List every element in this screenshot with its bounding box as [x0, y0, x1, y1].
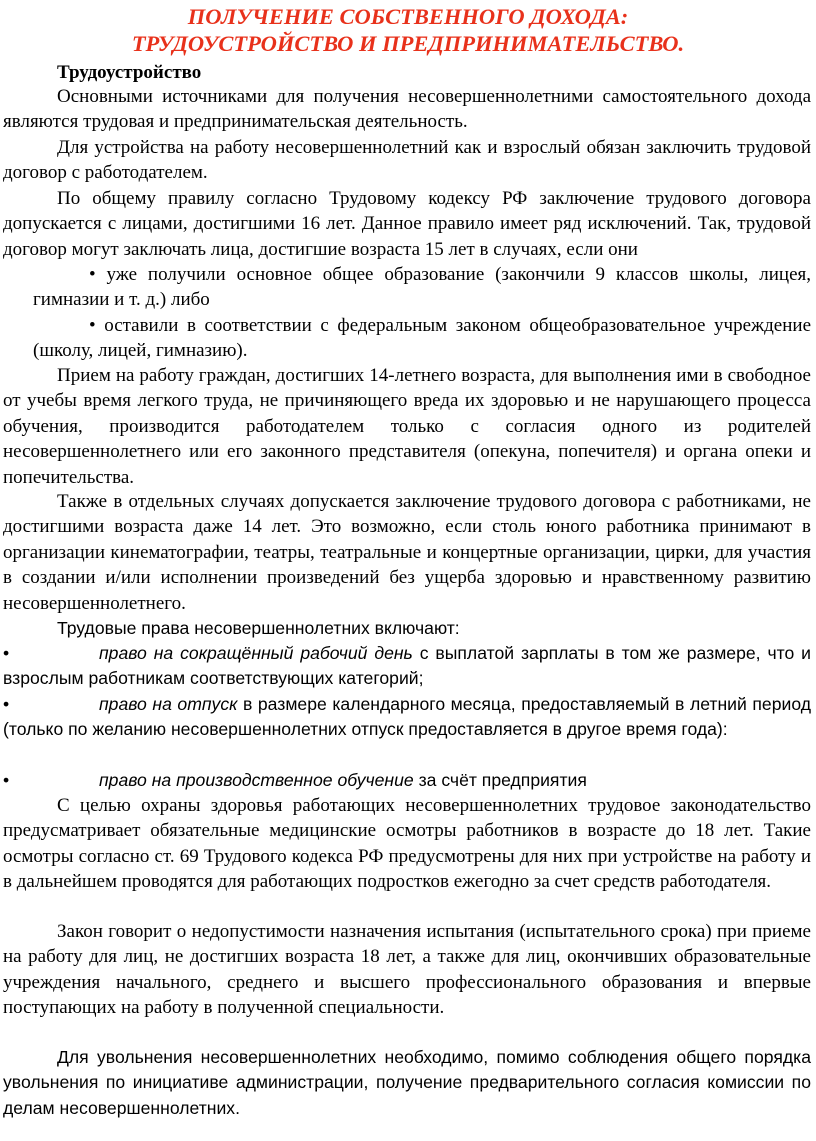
- paragraph-medical-exams: С целью охраны здоровья работающих несовершеннолетних трудовое законодательство предусматривает обязательные медицинские осмотры работников в возрасте до 18 лет. Такие осмотры согласно ст. 69 Трудового кодекса РФ предусмотрены для них при устройстве на работу и в дальнейшем проводятся для работающих подростков ежегодно за счет средств работодателя.: [3, 795, 811, 893]
- paragraph-labor-contract: Для устройства на работу несовершеннолетний как и взрослый обязан заключить трудовой договор с работодателем.: [3, 137, 811, 184]
- bullet-icon: •: [3, 770, 10, 790]
- bullet-icon: •: [3, 643, 10, 663]
- list-item-short-workday: [3, 641, 811, 692]
- title-line-2: ТРУДОУСТРОЙСТВО И ПРЕДПРИНИМАТЕЛЬСТВО.: [131, 31, 685, 56]
- paragraph-dismissal: Для увольнения несовершеннолетних необходимо, помимо соблюдения общего порядка увольнения по инициативе администрации, получение предварительного согласия комиссии по делам несовершеннолетних.: [3, 1047, 811, 1118]
- paragraph-sources-of-income: Основными источниками для получения несовершеннолетними самостоятельного дохода являются трудовая и предпринимательская деятельность.: [3, 86, 811, 133]
- list-item-basic-education: • уже получили основное общее образование (закончили 9 классов школы, лицея, гимназии и т. д.) либо: [33, 264, 811, 311]
- paragraph-rights-intro: Трудовые права несовершеннолетних включают:: [57, 618, 460, 638]
- section-heading: Трудоустройство: [57, 62, 202, 83]
- list-item-vacation: [3, 692, 811, 743]
- right-training-text: за счёт предприятия: [413, 770, 587, 790]
- right-short-workday-text: с выплатой зарплаты в том же размере, что и взрослым работникам соответствующих категорий;: [3, 643, 811, 689]
- paragraph-age-14: Прием на работу граждан, достигших 14-летнего возраста, для выполнения ими в свободное от учебы время легкого труда, не причиняющего вреда их здоровью и не нарушающего процесса обучения, производится работодателем только с согласия одного из родителей несовершеннолетнего или его законного представителя (опекуна, попечителя) и органа опеки и попечительства.: [3, 365, 811, 488]
- title-line-1: ПОЛУЧЕНИЕ СОБСТВЕННОГО ДОХОДА:: [187, 4, 629, 29]
- right-vacation: право на отпуск: [99, 694, 238, 714]
- right-vacation-text: в размере календарного месяца, предоставляемый в летний период (только по желанию несовершеннолетних отпуск предоставляется в другое время года):: [3, 694, 811, 740]
- list-item-left-school: • оставили в соответствии с федеральным законом общеобразовательное учреждение (школу, лицей, гимназию).: [33, 315, 811, 362]
- right-training: право на производственное обучение: [99, 770, 414, 790]
- paragraph-probation: Закон говорит о недопустимости назначения испытания (испытательного срока) при приеме на работу для лиц, не достигших возраста 18 лет, а также для лиц, окончивших образовательные учреждения начального, среднего и высшего профессионального образования и впервые поступающих на работу в полученной специальности.: [3, 921, 811, 1019]
- right-short-workday: право на сокращённый рабочий день: [99, 643, 413, 663]
- paragraph-general-rule: По общему правилу согласно Трудовому кодексу РФ заключение трудового договора допускается с лицами, достигшими 16 лет. Данное правило имеет ряд исключений. Так, трудовой договор могут заключать лица, достигшие возраста 15 лет в случаях, если они: [3, 188, 811, 260]
- bullet-icon: •: [3, 694, 10, 714]
- paragraph-under-14: Также в отдельных случаях допускается заключение трудового договора с работниками, не достигшими возраста даже 14 лет. Это возможно, если столь юного работника принимают в организации кинематографии, театры, театральные и концертные организации, цирки, для участия в создании и/или исполнении произведений без ущерба здоровью и нравственному развитию несовершеннолетнего.: [3, 491, 811, 614]
- list-item-training: [3, 768, 811, 793]
